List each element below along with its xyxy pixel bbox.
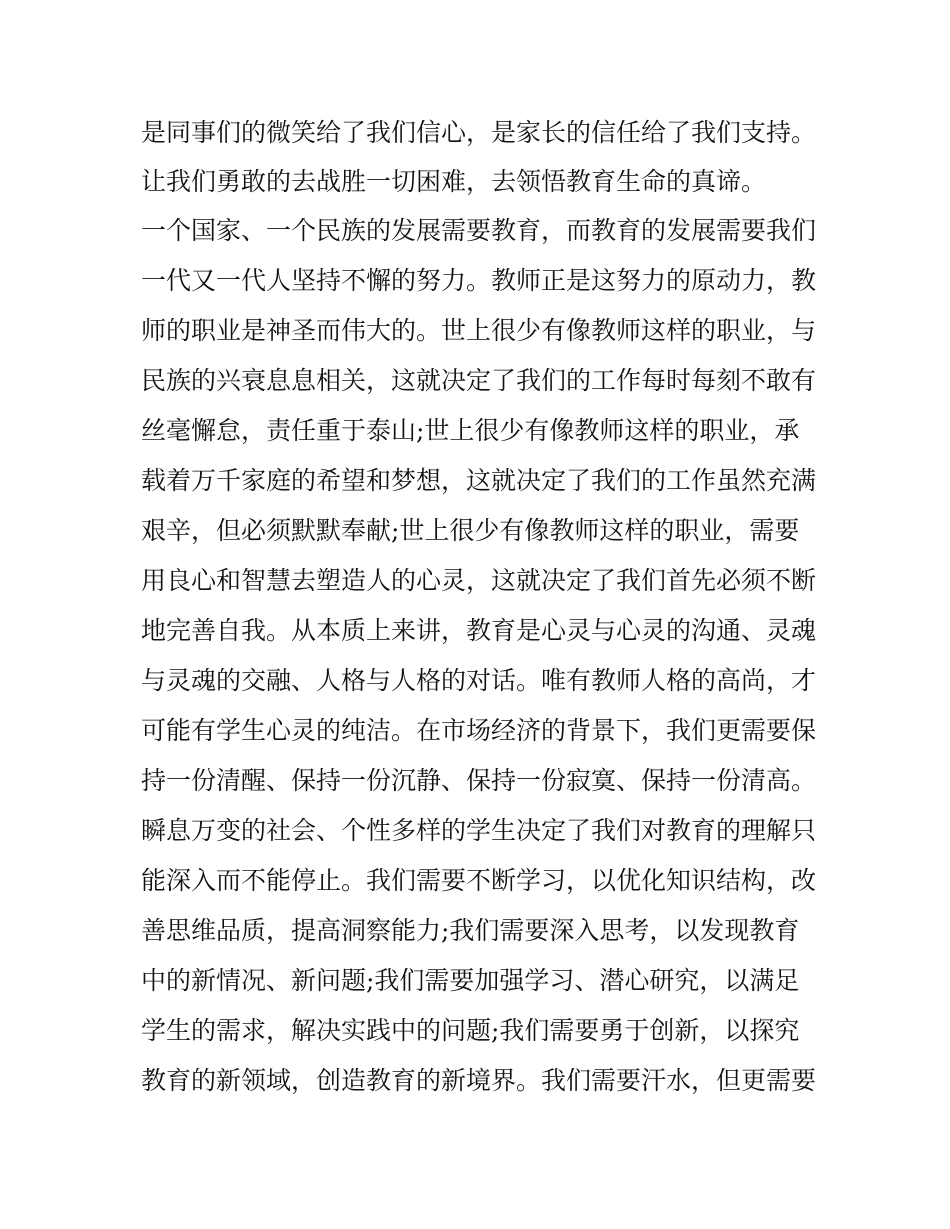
text-line: 艰辛，但必须默默奉献;世上很少有像教师这样的职业，需要 <box>141 516 800 545</box>
text-line: 能深入而不能停止。我们需要不断学习，以优化知识结构，改 <box>141 866 817 895</box>
text-line: 丝毫懈怠，责任重于泰山;世上很少有像教师这样的职业，承 <box>141 416 800 445</box>
text-line: 一个国家、一个民族的发展需要教育，而教育的发展需要我们 <box>141 216 817 245</box>
text-line: 师的职业是神圣而伟大的。世上很少有像教师这样的职业，与 <box>141 316 817 345</box>
text-line: 可能有学生心灵的纯洁。在市场经济的背景下，我们更需要保 <box>141 716 817 745</box>
text-line: 善思维品质，提高洞察能力;我们需要深入思考，以发现教育 <box>141 916 800 945</box>
text-line: 一代又一代人坚持不懈的努力。教师正是这努力的原动力，教 <box>141 266 817 295</box>
text-line: 载着万千家庭的希望和梦想，这就决定了我们的工作虽然充满 <box>141 466 817 495</box>
text-line: 是同事们的微笑给了我们信心，是家长的信任给了我们支持。 <box>141 118 817 147</box>
text-line: 学生的需求，解决实践中的问题;我们需要勇于创新，以探究 <box>141 1016 800 1045</box>
text-line: 用良心和智慧去塑造人的心灵，这就决定了我们首先必须不断 <box>141 566 817 595</box>
text-line: 教育的新领域，创造教育的新境界。我们需要汗水，但更需要 <box>141 1066 817 1095</box>
body-text <box>141 108 821 1106</box>
text-line: 让我们勇敢的去战胜一切困难，去领悟教育生命的真谛。 <box>141 167 767 196</box>
text-line: 持一份清醒、保持一份沉静、保持一份寂寞、保持一份清高。 <box>141 766 817 795</box>
text-line: 中的新情况、新问题;我们需要加强学习、潜心研究，以满足 <box>141 966 800 995</box>
text-line: 地完善自我。从本质上来讲，教育是心灵与心灵的沟通、灵魂 <box>141 616 817 645</box>
text-line: 与灵魂的交融、人格与人格的对话。唯有教师人格的高尚，才 <box>141 666 817 695</box>
text-line: 民族的兴衰息息相关，这就决定了我们的工作每时每刻不敢有 <box>141 366 817 395</box>
text-line: 瞬息万变的社会、个性多样的学生决定了我们对教育的理解只 <box>141 816 817 845</box>
